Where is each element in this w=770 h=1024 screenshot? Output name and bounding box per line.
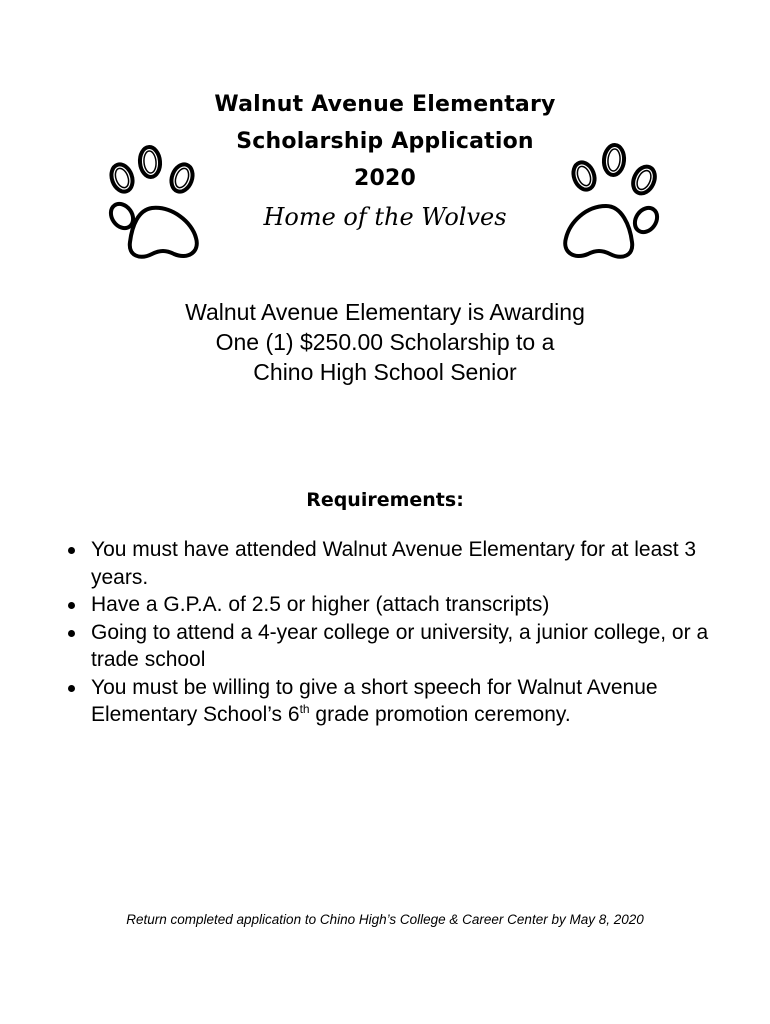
requirement-text bbox=[91, 676, 658, 727]
list-item bbox=[66, 674, 730, 729]
award-line: Chino High School Senior bbox=[253, 359, 517, 385]
document-year: 2020 bbox=[353, 166, 417, 191]
award-line: One (1) $250.00 Scholarship to a bbox=[215, 329, 555, 355]
requirement-text: You must have attended Walnut Avenue Elementary for at least 3 years. bbox=[91, 538, 697, 589]
list-item bbox=[66, 619, 730, 674]
requirement-text-start: You must be willing to give a short speech for Walnut Avenue Elementary School’s 6 bbox=[91, 675, 658, 726]
award-line: Walnut Avenue Elementary is Awarding bbox=[185, 299, 585, 325]
list-item bbox=[66, 536, 730, 591]
award-announcement bbox=[0, 297, 770, 387]
requirements-heading: Requirements: bbox=[306, 489, 464, 511]
requirement-text: Have a G.P.A. of 2.5 or higher (attach transcripts) bbox=[91, 593, 550, 616]
requirements-list bbox=[66, 536, 730, 729]
return-instructions: Return completed application to Chino High’s College & Career Center by May 8, 2020 bbox=[126, 912, 644, 927]
requirement-text-end: grade promotion ceremony. bbox=[309, 703, 571, 726]
bullet-icon bbox=[68, 630, 75, 637]
bullet-icon bbox=[68, 547, 75, 554]
document-header bbox=[0, 86, 770, 237]
bullet-icon bbox=[68, 602, 75, 609]
document-title: Scholarship Application bbox=[236, 129, 534, 154]
school-motto: Home of the Wolves bbox=[263, 203, 507, 231]
bullet-icon bbox=[68, 685, 75, 692]
school-name: Walnut Avenue Elementary bbox=[214, 92, 556, 117]
ordinal-suffix: th bbox=[299, 702, 310, 716]
list-item bbox=[66, 591, 730, 619]
requirement-text: Going to attend a 4-year college or university, a junior college, or a trade school bbox=[91, 620, 709, 671]
